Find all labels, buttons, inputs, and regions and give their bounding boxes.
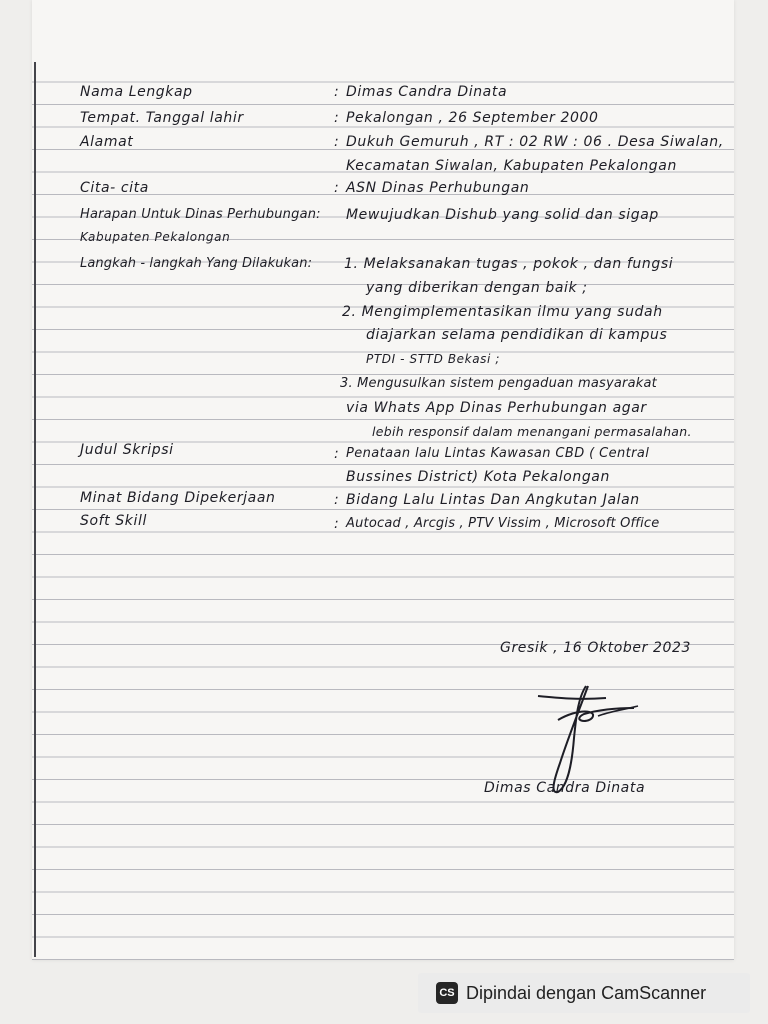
minat-label: Minat Bidang Dipekerjaan xyxy=(80,490,276,506)
camscanner-badge xyxy=(418,973,750,1013)
langkah-item-3-line3: lebih responsif dalam menangani permasalahan. xyxy=(372,424,692,439)
langkah-item-1-line1: 1. Melaksanakan tugas , pokok , dan fungsi xyxy=(344,256,674,272)
page-header-area xyxy=(32,0,734,60)
langkah-item-3-line1: 3. Mengusulkan sistem pengaduan masyarakat xyxy=(340,376,657,391)
colon: : xyxy=(334,84,340,100)
nama-value: Dimas Candra Dinata xyxy=(346,84,508,100)
harapan-value-line1: Mewujudkan Dishub yang solid dan sigap xyxy=(346,207,659,223)
nama-label: Nama Lengkap xyxy=(80,84,193,100)
cita-label: Cita- cita xyxy=(80,180,149,196)
ttl-value: Pekalongan , 26 September 2000 xyxy=(346,110,599,126)
signature-image xyxy=(528,668,648,798)
langkah-item-2-line2: diajarkan selama pendidikan di kampus xyxy=(366,327,668,343)
softskill-label: Soft Skill xyxy=(80,513,147,529)
colon: : xyxy=(334,446,340,462)
camscanner-text: Dipindai dengan CamScanner xyxy=(466,983,707,1003)
langkah-item-2-line3: PTDI - STTD Bekasi ; xyxy=(366,352,500,366)
judul-label: Judul Skripsi xyxy=(80,442,174,458)
alamat-label: Alamat xyxy=(80,134,134,150)
langkah-item-1-line2: yang diberikan dengan baik ; xyxy=(366,280,588,296)
softskill-value: Autocad , Arcgis , PTV Vissim , Microsoft Office xyxy=(346,516,660,531)
judul-value-line1: Penataan lalu Lintas Kawasan CBD ( Central xyxy=(346,446,650,461)
margin-line xyxy=(34,62,36,957)
minat-value: Bidang Lalu Lintas Dan Angkutan Jalan xyxy=(346,492,640,508)
ttl-label: Tempat. Tanggal lahir xyxy=(80,110,244,126)
signature-date: Gresik , 16 Oktober 2023 xyxy=(500,640,692,656)
colon: : xyxy=(334,492,340,508)
langkah-label: Langkah - langkah Yang Dilakukan: xyxy=(80,256,313,271)
colon: : xyxy=(334,134,340,150)
camscanner-logo-icon: CS xyxy=(436,982,458,1004)
harapan-label: Harapan Untuk Dinas Perhubungan: xyxy=(80,207,321,222)
langkah-item-3-line2: via Whats App Dinas Perhubungan agar xyxy=(346,400,647,416)
colon: : xyxy=(334,110,340,126)
judul-value-line2: Bussines District) Kota Pekalongan xyxy=(346,469,610,485)
colon: : xyxy=(334,516,340,532)
alamat-value-line2: Kecamatan Siwalan, Kabupaten Pekalongan xyxy=(346,158,677,174)
harapan-value-line2: Kabupaten Pekalongan xyxy=(80,230,231,244)
cita-value: ASN Dinas Perhubungan xyxy=(346,180,530,196)
alamat-value-line1: Dukuh Gemuruh , RT : 02 RW : 06 . Desa Siwalan, xyxy=(346,134,724,150)
colon: : xyxy=(334,180,340,196)
signature-name: Dimas Candra Dinata xyxy=(484,780,646,796)
langkah-item-2-line1: 2. Mengimplementasikan ilmu yang sudah xyxy=(342,304,663,320)
